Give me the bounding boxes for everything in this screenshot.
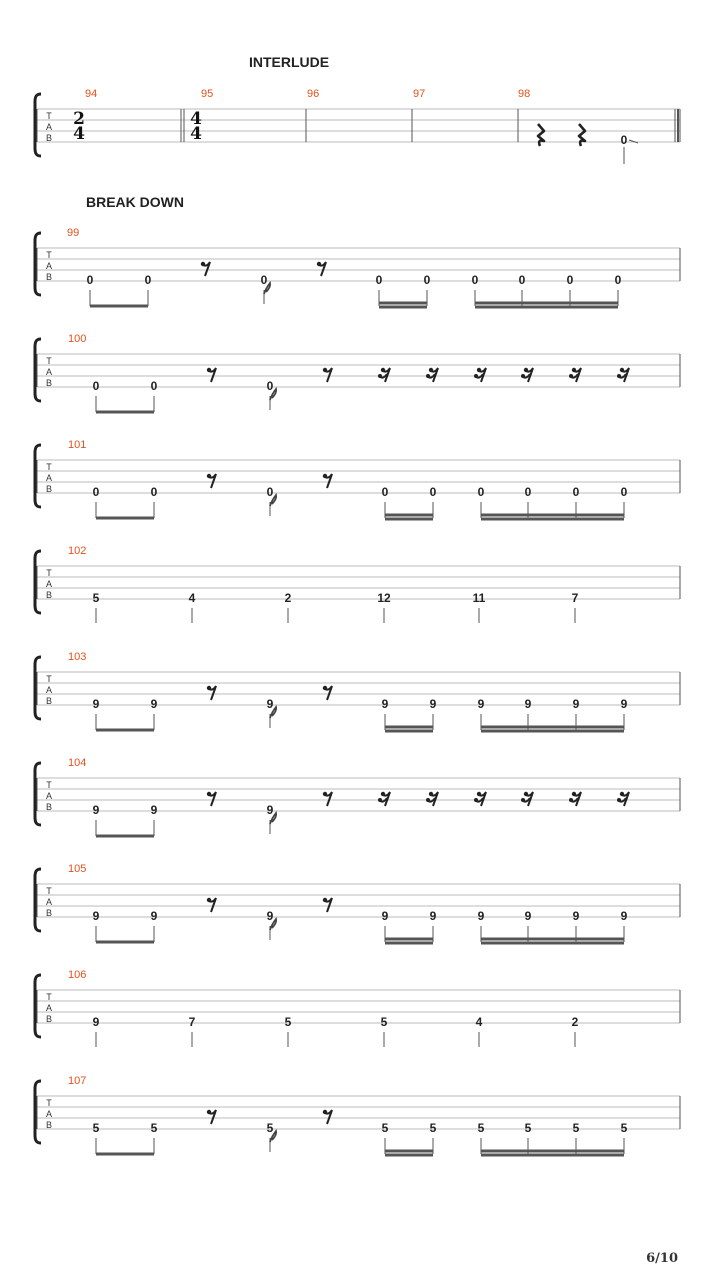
fret-number: 9 bbox=[92, 803, 100, 817]
fret-number: 0 bbox=[518, 273, 526, 287]
fret-number: 0 bbox=[266, 485, 274, 499]
section-label-break-down: BREAK DOWN bbox=[86, 194, 184, 210]
rest-dot bbox=[569, 374, 573, 378]
rest-dot bbox=[323, 1110, 327, 1114]
measure-number: 106 bbox=[68, 969, 87, 981]
fret-number: 12 bbox=[377, 591, 391, 605]
staff-bracket bbox=[35, 657, 41, 719]
rest-dot bbox=[207, 1110, 211, 1114]
tab-clef-b: B bbox=[45, 590, 53, 600]
rest-dot bbox=[620, 792, 624, 796]
fret-number: 9 bbox=[266, 803, 274, 817]
fret-number: 9 bbox=[92, 909, 100, 923]
rest-dot bbox=[617, 798, 621, 802]
rest-dot bbox=[323, 686, 327, 690]
rest-dot bbox=[474, 798, 478, 802]
rest-dot bbox=[572, 368, 576, 372]
tab-clef-a: A bbox=[45, 367, 53, 377]
fret-number: 7 bbox=[571, 591, 579, 605]
rest-dot bbox=[381, 792, 385, 796]
tab-clef-a: A bbox=[45, 791, 53, 801]
time-signature-numerator: 4 bbox=[190, 109, 202, 129]
staff-bracket bbox=[35, 763, 41, 825]
tab-clef-a: A bbox=[45, 579, 53, 589]
rest-dot bbox=[429, 792, 433, 796]
fret-number: 9 bbox=[381, 697, 389, 711]
fret-number: 5 bbox=[477, 1121, 485, 1135]
measure-number: 107 bbox=[68, 1075, 87, 1087]
measure-number: 96 bbox=[307, 88, 320, 100]
fret-number: 0 bbox=[566, 273, 574, 287]
fret-number: 9 bbox=[572, 697, 580, 711]
rest-dot bbox=[378, 374, 382, 378]
fret-number: 5 bbox=[380, 1015, 388, 1029]
fret-number: 0 bbox=[614, 273, 622, 287]
fret-number: 0 bbox=[150, 379, 158, 393]
fret-number: 5 bbox=[381, 1121, 389, 1135]
tab-clef-t: T bbox=[46, 111, 52, 121]
fret-number: 0 bbox=[620, 485, 628, 499]
rest-dot bbox=[572, 792, 576, 796]
rest-dot bbox=[207, 368, 211, 372]
fret-number: 5 bbox=[524, 1121, 532, 1135]
staff-bracket bbox=[35, 233, 41, 295]
tab-clef-t: T bbox=[46, 992, 52, 1002]
measure-number: 94 bbox=[85, 88, 98, 100]
fret-number: 9 bbox=[429, 909, 437, 923]
rest-dot bbox=[521, 374, 525, 378]
tab-clef-a: A bbox=[45, 122, 53, 132]
fret-number: 11 bbox=[472, 591, 486, 605]
fret-number: 9 bbox=[150, 909, 158, 923]
fret-number: 5 bbox=[92, 1121, 100, 1135]
fret-number: 0 bbox=[92, 379, 100, 393]
time-signature-denominator: 4 bbox=[73, 124, 85, 144]
fret-number: 5 bbox=[429, 1121, 437, 1135]
tab-clef-b: B bbox=[45, 272, 53, 282]
rest-dot bbox=[323, 368, 327, 372]
tab-clef-t: T bbox=[46, 1098, 52, 1108]
measure-number: 99 bbox=[67, 227, 80, 239]
tab-clef-b: B bbox=[45, 378, 53, 388]
fret-number: 0 bbox=[524, 485, 532, 499]
fret-number: 5 bbox=[92, 591, 100, 605]
fret-number: 0 bbox=[86, 273, 94, 287]
tab-clef-b: B bbox=[45, 1120, 53, 1130]
fret-number: 5 bbox=[620, 1121, 628, 1135]
tab-clef-b: B bbox=[45, 802, 53, 812]
measure-number: 97 bbox=[413, 88, 426, 100]
measure-number: 105 bbox=[68, 863, 87, 875]
rest-dot bbox=[317, 262, 321, 266]
fret-number: 9 bbox=[429, 697, 437, 711]
section-label-interlude: INTERLUDE bbox=[249, 54, 330, 70]
fret-number: 9 bbox=[150, 803, 158, 817]
fret-number: 9 bbox=[620, 909, 628, 923]
tab-clef-t: T bbox=[46, 568, 52, 578]
fret-number: 9 bbox=[620, 697, 628, 711]
rest-dot bbox=[207, 474, 211, 478]
rest-dot bbox=[617, 374, 621, 378]
rest-dot bbox=[524, 792, 528, 796]
fret-number: 5 bbox=[572, 1121, 580, 1135]
quarter-rest bbox=[579, 124, 585, 146]
rest-dot bbox=[524, 368, 528, 372]
fret-number: 0 bbox=[260, 273, 268, 287]
tab-clef-a: A bbox=[45, 261, 53, 271]
fret-number: 9 bbox=[477, 697, 485, 711]
staff-bracket bbox=[35, 551, 41, 613]
tab-clef-t: T bbox=[46, 886, 52, 896]
rest-dot bbox=[569, 798, 573, 802]
tab-clef-a: A bbox=[45, 1109, 53, 1119]
tab-clef-b: B bbox=[45, 696, 53, 706]
fret-number: 5 bbox=[266, 1121, 274, 1135]
fret-number: 0 bbox=[375, 273, 383, 287]
tab-clef-a: A bbox=[45, 685, 53, 695]
fret-number: 0 bbox=[92, 485, 100, 499]
fret-number: 7 bbox=[188, 1015, 196, 1029]
fret-number: 2 bbox=[571, 1015, 579, 1029]
tab-clef-t: T bbox=[46, 356, 52, 366]
measure-number: 98 bbox=[518, 88, 531, 100]
staff-bracket bbox=[35, 1081, 41, 1143]
rest-dot bbox=[381, 368, 385, 372]
fret-number: 9 bbox=[572, 909, 580, 923]
rest-dot bbox=[426, 374, 430, 378]
tab-clef-b: B bbox=[45, 908, 53, 918]
tab-clef-a: A bbox=[45, 1003, 53, 1013]
fret-number: 9 bbox=[266, 697, 274, 711]
rest-dot bbox=[207, 686, 211, 690]
fret-number: 4 bbox=[475, 1015, 483, 1029]
tab-clef-a: A bbox=[45, 473, 53, 483]
fret-number: 9 bbox=[92, 697, 100, 711]
staff-bracket bbox=[35, 975, 41, 1037]
rest-dot bbox=[323, 792, 327, 796]
rest-dot bbox=[378, 798, 382, 802]
fret-number: 0 bbox=[471, 273, 479, 287]
fret-number: 0 bbox=[477, 485, 485, 499]
time-signature-numerator: 2 bbox=[73, 109, 85, 129]
fret-number: 5 bbox=[284, 1015, 292, 1029]
tab-clef-t: T bbox=[46, 674, 52, 684]
page-number: 6/10 bbox=[646, 1251, 678, 1266]
tab-clef-t: T bbox=[46, 462, 52, 472]
fret-number: 0 bbox=[429, 485, 437, 499]
fret-number: 9 bbox=[266, 909, 274, 923]
fret-number: 2 bbox=[284, 591, 292, 605]
tab-clef-b: B bbox=[45, 484, 53, 494]
staff-bracket bbox=[35, 445, 41, 507]
fret-number: 0 bbox=[144, 273, 152, 287]
staff-bracket bbox=[35, 94, 41, 156]
fret-number: 5 bbox=[150, 1121, 158, 1135]
tab-clef-a: A bbox=[45, 897, 53, 907]
fret-number: 9 bbox=[92, 1015, 100, 1029]
fret-number: 4 bbox=[188, 591, 196, 605]
rest-dot bbox=[620, 368, 624, 372]
quarter-rest bbox=[538, 124, 544, 146]
time-signature-denominator: 4 bbox=[190, 124, 202, 144]
rest-dot bbox=[477, 792, 481, 796]
staff-bracket bbox=[35, 339, 41, 401]
rest-dot bbox=[207, 898, 211, 902]
tab-clef-b: B bbox=[45, 1014, 53, 1024]
tab-clef-t: T bbox=[46, 250, 52, 260]
rest-dot bbox=[323, 898, 327, 902]
fret-number: 9 bbox=[524, 697, 532, 711]
fret-number: 9 bbox=[524, 909, 532, 923]
rest-dot bbox=[477, 368, 481, 372]
fret-number: 0 bbox=[620, 133, 628, 147]
measure-number: 95 bbox=[201, 88, 214, 100]
fret-number: 0 bbox=[572, 485, 580, 499]
measure-number: 103 bbox=[68, 651, 87, 663]
rest-dot bbox=[521, 798, 525, 802]
rest-dot bbox=[323, 474, 327, 478]
fret-number: 0 bbox=[381, 485, 389, 499]
measure-number: 102 bbox=[68, 545, 87, 557]
fret-number: 9 bbox=[477, 909, 485, 923]
fret-number: 0 bbox=[150, 485, 158, 499]
measure-number: 101 bbox=[68, 439, 87, 451]
rest-dot bbox=[429, 368, 433, 372]
staff-bracket bbox=[35, 869, 41, 931]
fret-number: 0 bbox=[266, 379, 274, 393]
rest-dot bbox=[207, 792, 211, 796]
rest-dot bbox=[201, 262, 205, 266]
measure-number: 100 bbox=[68, 333, 87, 345]
rest-dot bbox=[426, 798, 430, 802]
fret-number: 9 bbox=[381, 909, 389, 923]
fret-number: 0 bbox=[423, 273, 431, 287]
tab-clef-t: T bbox=[46, 780, 52, 790]
tab-clef-b: B bbox=[45, 133, 53, 143]
rest-dot bbox=[474, 374, 478, 378]
fret-number: 9 bbox=[150, 697, 158, 711]
measure-number: 104 bbox=[68, 757, 87, 769]
